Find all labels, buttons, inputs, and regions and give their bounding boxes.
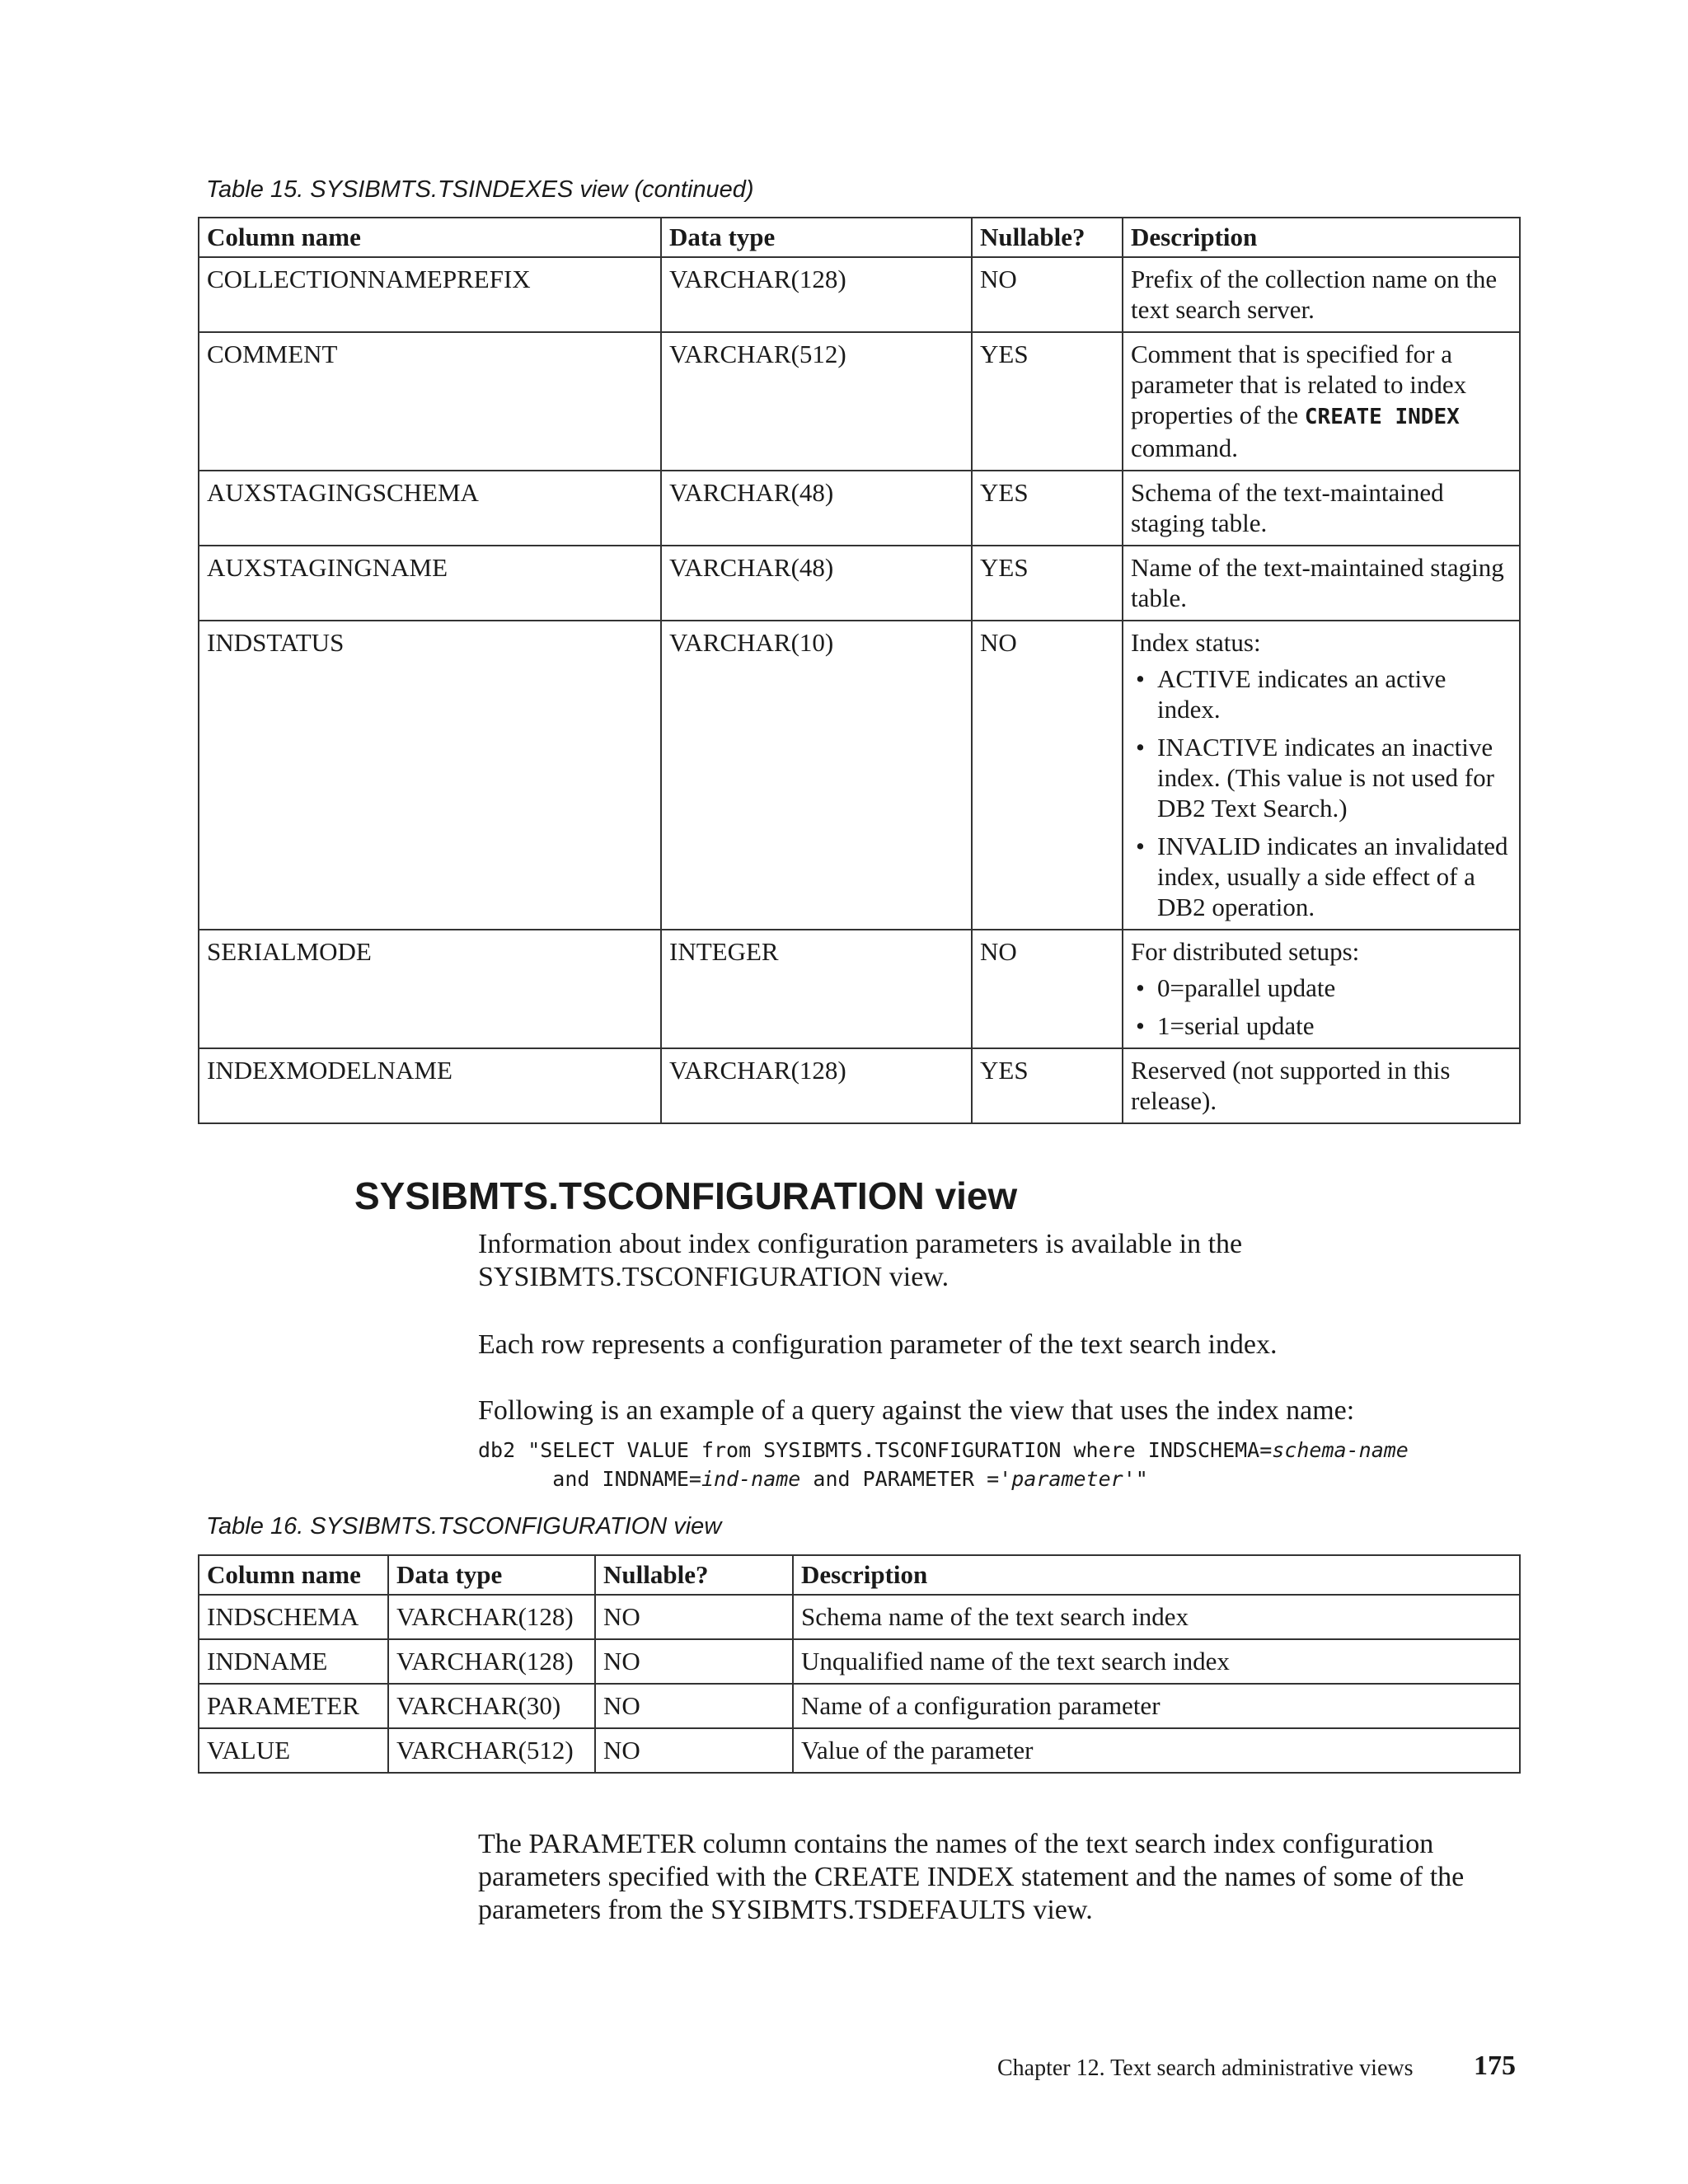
cell-column-name: VALUE <box>199 1728 388 1773</box>
cell-nullable: NO <box>972 621 1123 930</box>
page-number: 175 <box>1474 2050 1516 2081</box>
cell-data-type: VARCHAR(10) <box>661 621 972 930</box>
cell-column-name: INDNAME <box>199 1639 388 1684</box>
cell-description <box>1123 930 1520 1048</box>
table-header-row <box>199 218 1520 257</box>
bullet-list <box>1131 972 1512 1041</box>
table-row <box>199 546 1520 621</box>
code-variable: schema-name <box>1272 1438 1409 1462</box>
cell-nullable: NO <box>595 1639 793 1684</box>
table-16-caption: Table 16. SYSIBMTS.TSCONFIGURATION view <box>206 1513 722 1540</box>
code-text: '" <box>1123 1467 1148 1491</box>
cell-data-type: VARCHAR(512) <box>388 1728 595 1773</box>
row-paragraph: Each row represents a configuration parameter of the text search index. <box>478 1329 1278 1360</box>
cell-nullable: YES <box>972 546 1123 621</box>
cell-description <box>1123 332 1520 471</box>
cell-nullable: NO <box>595 1595 793 1639</box>
cell-column-name: INDEXMODELNAME <box>199 1048 661 1123</box>
query-code-block <box>478 1436 1409 1493</box>
code-text: and PARAMETER =' <box>800 1467 1012 1491</box>
cell-description: Value of the parameter <box>793 1728 1520 1773</box>
bullet-list <box>1131 663 1512 922</box>
cell-column-name: PARAMETER <box>199 1684 388 1728</box>
section-heading: SYSIBMTS.TSCONFIGURATION view <box>354 1174 1018 1217</box>
column-header: Column name <box>199 1555 388 1595</box>
code-text: db2 "SELECT VALUE from SYSIBMTS.TSCONFIGURATION where INDSCHEMA= <box>478 1438 1273 1462</box>
code-variable: ind-name <box>701 1467 801 1491</box>
table-row <box>199 471 1520 546</box>
cell-column-name: INDSTATUS <box>199 621 661 930</box>
cell-column-name: COMMENT <box>199 332 661 471</box>
cell-data-type: VARCHAR(128) <box>388 1595 595 1639</box>
table-row <box>199 1595 1520 1639</box>
table-15-caption: Table 15. SYSIBMTS.TSINDEXES view (continued) <box>206 176 754 203</box>
command-code: CREATE INDEX <box>1304 405 1460 429</box>
cell-data-type: VARCHAR(128) <box>388 1639 595 1684</box>
table-row <box>199 332 1520 471</box>
cell-data-type: VARCHAR(128) <box>661 257 972 332</box>
cell-description: Schema name of the text search index <box>793 1595 1520 1639</box>
table-header-row <box>199 1555 1520 1595</box>
description-text: For distributed setups: <box>1131 937 1360 966</box>
table-row <box>199 1639 1520 1684</box>
cell-data-type: VARCHAR(48) <box>661 546 972 621</box>
list-item: • 0=parallel update <box>1131 972 1512 1003</box>
cell-description: Name of the text-maintained staging table. <box>1123 546 1520 621</box>
table-15 <box>198 217 1521 1124</box>
table-row <box>199 1684 1520 1728</box>
footer-chapter: Chapter 12. Text search administrative views <box>997 2055 1414 2081</box>
table-row <box>199 621 1520 930</box>
list-item: • 1=serial update <box>1131 1010 1512 1041</box>
example-paragraph: Following is an example of a query against the view that uses the index name: <box>478 1395 1355 1426</box>
cell-nullable: NO <box>595 1684 793 1728</box>
list-item: • INVALID indicates an invalidated index, usually a side effect of a DB2 operation. <box>1131 831 1512 922</box>
cell-data-type: INTEGER <box>661 930 972 1048</box>
cell-nullable: NO <box>972 257 1123 332</box>
cell-column-name: AUXSTAGINGSCHEMA <box>199 471 661 546</box>
cell-nullable: YES <box>972 1048 1123 1123</box>
code-text: and INDNAME= <box>478 1467 701 1491</box>
cell-description: Schema of the text-maintained staging table. <box>1123 471 1520 546</box>
column-header: Description <box>793 1555 1520 1595</box>
column-header: Column name <box>199 218 661 257</box>
table-row <box>199 1728 1520 1773</box>
cell-column-name: INDSCHEMA <box>199 1595 388 1639</box>
cell-column-name: AUXSTAGINGNAME <box>199 546 661 621</box>
cell-data-type: VARCHAR(128) <box>661 1048 972 1123</box>
cell-data-type: VARCHAR(30) <box>388 1684 595 1728</box>
list-item: • ACTIVE indicates an active index. <box>1131 663 1512 724</box>
cell-description: Prefix of the collection name on the text search server. <box>1123 257 1520 332</box>
table-16 <box>198 1554 1521 1774</box>
table-row <box>199 257 1520 332</box>
cell-nullable: NO <box>972 930 1123 1048</box>
cell-description <box>1123 621 1520 930</box>
column-header: Nullable? <box>595 1555 793 1595</box>
closing-paragraph: The PARAMETER column contains the names of the text search index configuration parameters specified with the CREATE INDEX statement and the names of some of the parameters from the SYSIBMTS.TSDEFAULTS view. <box>478 1829 1465 1925</box>
cell-column-name: SERIALMODE <box>199 930 661 1048</box>
cell-nullable: YES <box>972 332 1123 471</box>
cell-data-type: VARCHAR(512) <box>661 332 972 471</box>
description-text: Comment that is specified for a parameter that is related to index properties of the <box>1131 340 1467 429</box>
cell-description: Unqualified name of the text search index <box>793 1639 1520 1684</box>
column-header: Nullable? <box>972 218 1123 257</box>
column-header: Data type <box>388 1555 595 1595</box>
table-row <box>199 1048 1520 1123</box>
cell-description: Reserved (not supported in this release). <box>1123 1048 1520 1123</box>
column-header: Data type <box>661 218 972 257</box>
cell-data-type: VARCHAR(48) <box>661 471 972 546</box>
description-text: command. <box>1131 434 1238 462</box>
cell-column-name: COLLECTIONNAMEPREFIX <box>199 257 661 332</box>
description-text: Index status: <box>1131 628 1261 657</box>
cell-description: Name of a configuration parameter <box>793 1684 1520 1728</box>
cell-nullable: NO <box>595 1728 793 1773</box>
code-variable: parameter <box>1011 1467 1123 1491</box>
table-row <box>199 930 1520 1048</box>
list-item: • INACTIVE indicates an inactive index. (This value is not used for DB2 Text Search.) <box>1131 732 1512 823</box>
intro-paragraph: Information about index configuration parameters is available in the SYSIBMTS.TSCONFIGURATION view. <box>478 1229 1243 1292</box>
cell-nullable: YES <box>972 471 1123 546</box>
column-header: Description <box>1123 218 1520 257</box>
